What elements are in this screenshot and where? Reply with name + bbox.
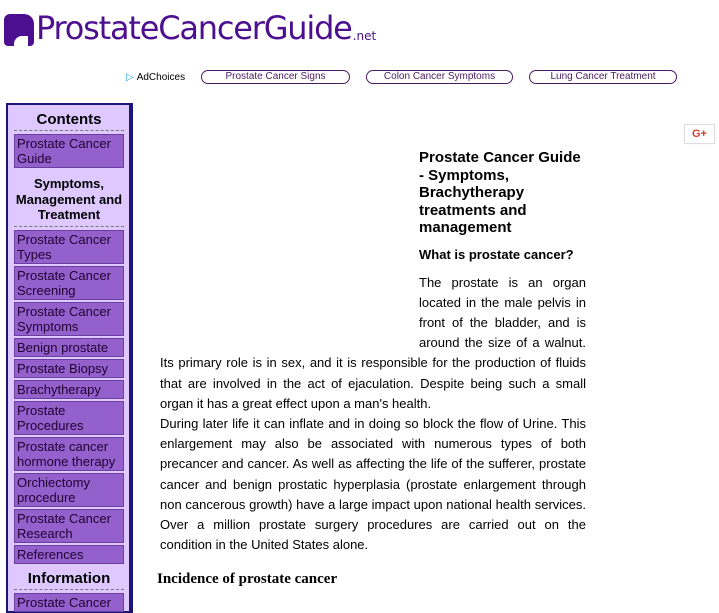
paragraph-2: During later life it can inflate and in doing so block the flow of Urine. This enlargement may also be associated with numerous types of both precancer and cancer. As well as affecting the life of the sufferer, prostate cancer and benign prostatic hyperplasia (prostate enlargement through non cancerous growth) have a large impact upon national health services. Over a million prostate surgery procedures are carried out on the condition in the United States alone.	[160, 415, 586, 553]
article	[157, 145, 586, 588]
sidebar-heading-contents: Contents	[14, 109, 124, 131]
logo-text: ProstateCancerGuide	[36, 9, 352, 47]
sidebar-item-screening[interactable]: Prostate Cancer Screening	[14, 266, 124, 300]
adchoices-link[interactable]: ▷ AdChoices	[126, 71, 186, 83]
sidebar-heading-information: Information	[14, 568, 124, 590]
ad-link-colon-cancer-symptoms[interactable]: Colon Cancer Symptoms	[366, 70, 513, 84]
sidebar-item-biopsy[interactable]: Prostate Biopsy	[14, 359, 124, 378]
ad-placeholder	[160, 273, 419, 353]
ad-link-prostate-cancer-signs[interactable]: Prostate Cancer Signs	[201, 70, 350, 84]
page-title: Prostate Cancer Guide - Symptoms, Brachytherapy treatments and management	[419, 149, 581, 236]
sidebar-item-brachytherapy[interactable]: Brachytherapy	[14, 380, 124, 399]
google-plus-button[interactable]: G+	[684, 124, 715, 144]
sidebar-item-types[interactable]: Prostate Cancer Types	[14, 230, 124, 264]
sidebar-item-research[interactable]: Prostate Cancer Research	[14, 509, 124, 543]
sidebar-heading-symptoms: Symptoms, Management and Treatment	[14, 170, 124, 227]
sidebar-item-references[interactable]: References	[14, 545, 124, 564]
ad-bar	[126, 70, 205, 84]
sidebar-item-benign-prostate[interactable]: Benign prostate	[14, 338, 124, 357]
sidebar-item-procedures[interactable]: Prostate Procedures	[14, 401, 124, 435]
sidebar-item-symptoms[interactable]: Prostate Cancer Symptoms	[14, 302, 124, 336]
article-subheading: What is prostate cancer?	[419, 246, 574, 262]
sidebar-nav	[6, 103, 133, 613]
sidebar-item-info-prostate-cancer[interactable]: Prostate Cancer	[14, 593, 124, 612]
paragraph-1: The prostate is an organ located in the male pelvis in front of the bladder, and is around the size of a walnut. Its primary role is in sex, and it is responsible for the production of fluids that are involved in the act of ejaculation. Despite being such a small organ it has a great effect upon a man's health.	[160, 274, 586, 411]
adchoices-icon: ▷	[126, 71, 134, 83]
sidebar-item-orchiectomy[interactable]: Orchiectomy procedure	[14, 473, 124, 507]
logo-suffix: .net	[352, 29, 377, 43]
logo-mark-icon	[4, 14, 34, 46]
ad-link-lung-cancer-treatment[interactable]: Lung Cancer Treatment	[529, 70, 677, 84]
section-heading-incidence: Incidence of prostate cancer	[157, 571, 338, 588]
sidebar-item-prostate-cancer-guide[interactable]: Prostate Cancer Guide	[14, 134, 124, 168]
sidebar-item-hormone-therapy[interactable]: Prostate cancer hormone therapy	[14, 437, 124, 471]
site-logo[interactable]	[4, 10, 376, 46]
